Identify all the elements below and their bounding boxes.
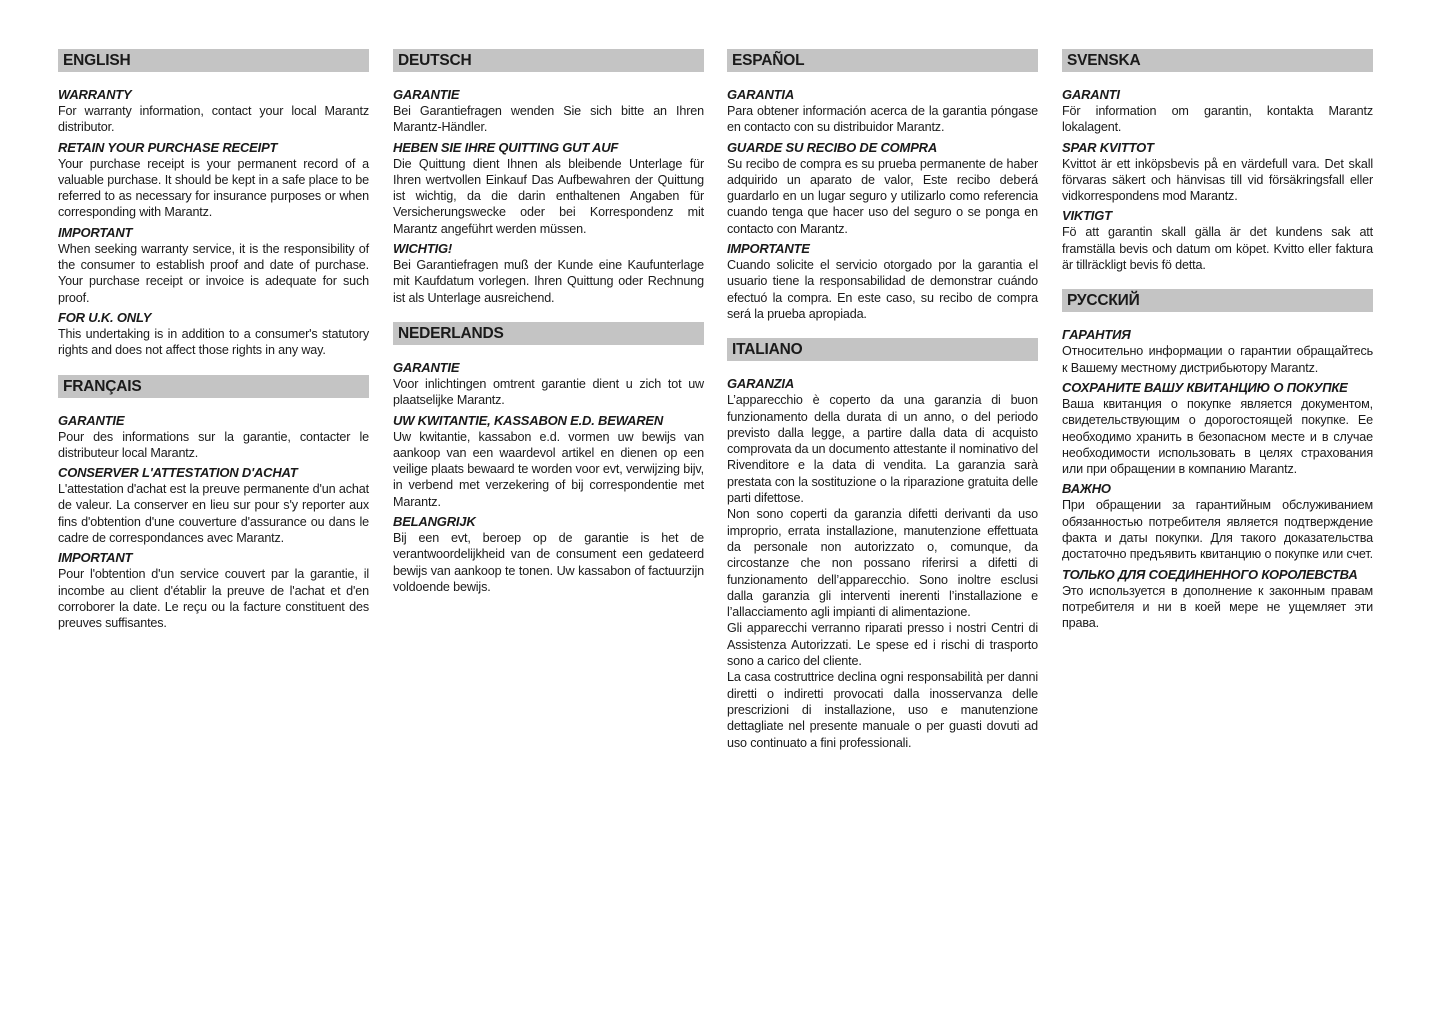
body-paragraph: For warranty information, contact your local Marantz distributor. [58,104,369,135]
block-title: SPAR KVITTOT [1062,139,1154,155]
body-paragraph: Non sono coperti da garanzia difetti derivanti da uso improprio, errata installazione, manutenzione effettuata da personale non autorizzato o, comunque, da circostanze che non possano riferirsi a difetti di funzionamento dell’apparecchio. Sono inoltre esclusi dalla garanzia gli interventi inerenti l’installazione e l’allacciamento agli impianti di alimentazione. [727,507,1038,620]
body-paragraph: Para obtener información acerca de la garantia póngase en contacto con su distribuidor Marantz. [727,104,1038,135]
block-title: FOR U.K. ONLY [58,309,152,325]
column-deutsch-nederlands [393,49,704,611]
block-title: RETAIN YOUR PURCHASE RECEIPT [58,139,278,155]
body-paragraph: Uw kwitantie, kassabon e.d. vormen uw bewijs van aankoop van een waardevol artikel en dienen op een veilige plaats bewaard te worden voor evt, verwijzing bijv, in verbend met verzekering of bij correspondentie met Marantz. [393,429,704,509]
body-paragraph: Bij een evt, beroep op de garantie is het de verantwoordelijkheid van de consument een gedateerd bewijs van aankoop te tonen. Uw kassabon of factuurzijn voldoende bewijs. [393,531,704,594]
body-paragraph: L’apparecchio è coperto da una garanzia di buon funzionamento della durata di un anno, o del periodo previsto dalla legge, a partire dalla data di acquisto comprovata da un documento attestante il nominativo del Rivenditore e la data di vendita. La garanzia sarà prestata con la sostituzione o la riparazione gratuita delle parti difettose. [727,393,1038,506]
body-paragraph: Fö att garantin skall gälla är det kundens sak att framställa bevis och datum om köpet. Kvitto eller faktura är tillräckligt bevis fö detta. [1062,225,1373,273]
block-title: ВАЖНО [1062,481,1111,497]
language-section [727,338,1038,751]
body-paragraph: Your purchase receipt is your permanent record of a valuable purchase. It should be kept in a safe place to be referred to as necessary for insurance purposes or when corresponding with Marantz. [58,156,369,220]
language-heading: DEUTSCH [393,49,704,72]
block-title: GARANTIE [58,412,125,428]
body-paragraph: Bei Garantiefragen muß der Kunde eine Kaufunterlage mit Kaufdatum vorlegen. Ihren Quittung oder Rechnung ist als Unterlage ausreichend. [393,258,704,305]
block-title: ТОЛЬКО ДЛЯ СОЕДИНЕННОГО КОРОЛЕВСТВА [1062,566,1358,582]
language-section [393,49,704,306]
column-svenska-russian [1062,49,1373,648]
body-paragraph: Cuando solicite el servicio otorgado por la garantia el usuario tiene la responsabilidad de demonstrar cuándo efectuó la compra. En este caso, su recibo de compra será la prueba apropiada. [727,258,1038,321]
language-section [1062,289,1373,631]
body-paragraph: Относительно информации о гарантии обращайтесь к Вашему местному дистрибьютору Marantz. [1062,344,1373,375]
body-paragraph: При обращении за гарантийным обслуживанием обязанностью потребителя является подтверждение факта и даты покупки. Для такого доказательства достаточно предъявить квитанцию о покупке или счет. [1062,498,1373,562]
body-paragraph: Pour l'obtention d'un service couvert par la garantie, il incombe au client d'établir la preuve de l'achat et d'en corroborer la date. Le reçu ou la facture constituent des preuves suffisantes. [58,567,369,631]
block-title: HEBEN SIE IHRE QUITTING GUT AUF [393,139,619,155]
language-heading: FRANÇAIS [58,375,369,398]
body-paragraph: Su recibo de compra es su prueba permanente de haber adquirido un aparato de valor, Este recibo deberá guardarlo en un lugar seguro y utilizarlo como referencia cuando tenga que hacer uso del seguro o se ponga en contacto con Marantz. [727,156,1038,236]
language-section [393,322,704,595]
block-title: GARANTIE [393,359,460,375]
block-title: ГАРАНТИЯ [1062,327,1131,343]
block-title: IMPORTANT [58,550,133,566]
body-paragraph: Voor inlichtingen omtrent garantie dient u zich tot uw plaatselijke Marantz. [393,376,704,408]
language-heading: NEDERLANDS [393,322,704,345]
body-paragraph: Это используется в дополнение к законным правам потребителя и ни в коей мере не ущемляет эти права. [1062,583,1373,631]
column-english-francais [58,49,369,648]
body-paragraph: För information om garantin, kontakta Marantz lokalagent. [1062,104,1373,135]
block-title: GARANTIA [727,87,795,102]
language-heading: SVENSKA [1062,49,1373,72]
block-title: GUARDE SU RECIBO DE COMPRA [727,139,938,155]
body-paragraph: L'attestation d'achat est la preuve permanente d'un achat de valeur. La conserver en lieu sur pour s'y reporter aux fins d'obtention d'une couverture d'assurance ou dans le cadre de correspondances avec Marantz. [58,482,369,546]
language-heading: ENGLISH [58,49,369,72]
block-title: IMPORTANTE [727,241,810,257]
block-title: CONSERVER L'ATTESTATION D'ACHAT [58,465,298,481]
language-heading: ESPAÑOL [727,49,1038,72]
language-section [58,375,369,632]
block-title: GARANZIA [727,376,795,392]
block-title: WICHTIG! [393,241,453,257]
body-paragraph: Pour des informations sur la garantie, contacter le distributeur local Marantz. [58,429,369,460]
language-section [1062,49,1373,273]
block-title: IMPORTANT [58,224,133,240]
language-section [58,49,369,359]
block-title: GARANTI [1062,87,1120,102]
block-title: UW KWITANTIE, KASSABON E.D. BEWAREN [393,412,664,428]
block-title: VIKTIGT [1062,208,1112,224]
language-heading: ITALIANO [727,338,1038,361]
body-paragraph: Kvittot är ett inköpsbevis på en värdefull vara. Det skall förvaras säkert och hänvisas till vid försäkringsfall eller vidkorrespondens mod Marantz. [1062,156,1373,204]
body-paragraph: Die Quittung dient Ihnen als bleibende Unterlage für Ihren wertvollen Einkauf Das Aufbewahren der Quittung ist wichtig, da die darin enthaltenen Angaben für Versicherungswecke oder bei Korrespondenz mit Marantz angeführt werden müssen. [393,156,704,236]
body-paragraph: When seeking warranty service, it is the responsibility of the consumer to establish proof and date of purchase. Your purchase receipt or invoice is adequate for such proof. [58,241,369,305]
body-paragraph: Gli apparecchi verranno riparati presso i nostri Centri di Assistenza Autorizzati. Le spese ed i rischi di trasporto sono a carico del cliente. [727,621,1038,669]
body-paragraph: Ваша квитанция о покупке является документом, свидетельствующим о дорогостоящей покупке. Ее необходимо хранить в безопасном месте и в случае необходимости использовать в целях страхования или при обращении в компанию Marantz. [1062,396,1373,477]
language-section [727,49,1038,322]
body-paragraph: Bei Garantiefragen wenden Sie sich bitte an Ihren Marantz-Händler. [393,104,704,135]
language-heading: РУССКИЙ [1062,289,1373,312]
body-paragraph: La casa costruttrice declina ogni responsabilità per danni diretti o indiretti provocati dalla inosservanza delle prescrizioni di installazione, uso e manutenzione dettagliate nel presente manuale o per guasti dovuti ad uso continuato a fini professionali. [727,670,1038,750]
block-title: WARRANTY [58,87,132,102]
body-paragraph: This undertaking is in addition to a consumer's statutory rights and does not affect those rights in any way. [58,326,369,358]
block-title: СОХРАНИТЕ ВАШУ КВИТАНЦИЮ О ПОКУПКЕ [1062,379,1348,395]
block-title: BELANGRIJK [393,514,476,530]
column-espanol-italiano [727,49,1038,767]
block-title: GARANTIE [393,87,460,102]
